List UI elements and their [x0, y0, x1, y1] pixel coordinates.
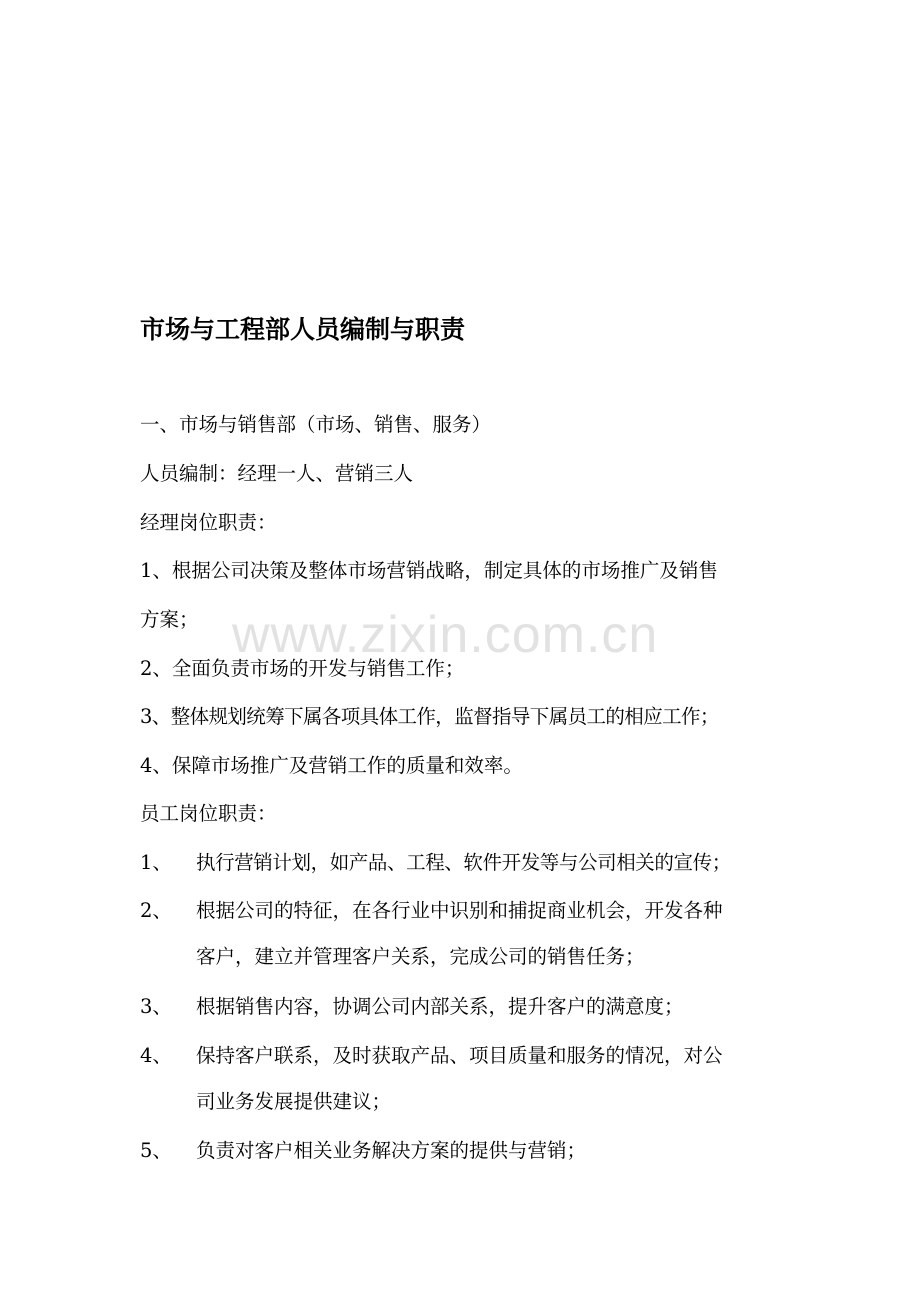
manager-duty-1: 1、根据公司决策及整体市场营销战略，制定具体的市场推广及销售	[140, 559, 718, 582]
staff-duty-4-text: 保持客户联系，及时获取产品、项目质量和服务的情况，对公	[196, 1044, 723, 1067]
staff-duty-2-text: 根据公司的特征，在各行业中识别和捕捉商业机会，开发各种	[196, 899, 723, 922]
staff-duty-1-number: 1、	[140, 851, 172, 874]
manager-duty-3: 3、整体规划统筹下属各项具体工作，监督指导下属员工的相应工作；	[140, 705, 719, 728]
manager-duty-4: 4、保障市场推广及营销工作的质量和效率。	[140, 754, 523, 777]
staff-duty-5-text: 负责对客户相关业务解决方案的提供与营销；	[196, 1139, 587, 1162]
staff-duties-heading: 员工岗位职责：	[140, 802, 277, 825]
staff-duty-3-number: 3、	[140, 995, 172, 1018]
manager-duty-2: 2、全面负责市场的开发与销售工作；	[140, 657, 465, 680]
manager-duty-1-continued: 方案；	[140, 608, 199, 631]
staff-duty-3-text: 根据销售内容，协调公司内部关系，提升客户的满意度；	[196, 995, 684, 1018]
staff-duty-2-text-continued: 客户，建立并管理客户关系，完成公司的销售任务；	[196, 945, 645, 968]
staff-duty-4-number: 4、	[140, 1044, 172, 1067]
staff-duty-1-text: 执行营销计划，如产品、工程、软件开发等与公司相关的宣传；	[196, 851, 731, 874]
manager-duties-heading: 经理岗位职责：	[140, 511, 277, 534]
staff-duty-5-number: 5、	[140, 1139, 172, 1162]
staffing-line: 人员编制：经理一人、营销三人	[140, 462, 414, 485]
staff-duty-4-text-continued: 司业务发展提供建议；	[196, 1090, 392, 1113]
staff-duty-2-number: 2、	[140, 899, 172, 922]
document-title: 市场与工程部人员编制与职责	[140, 315, 466, 344]
watermark: www.zixin.com.cn	[232, 606, 659, 664]
section-heading: 一、市场与销售部（市场、销售、服务）	[140, 413, 492, 436]
